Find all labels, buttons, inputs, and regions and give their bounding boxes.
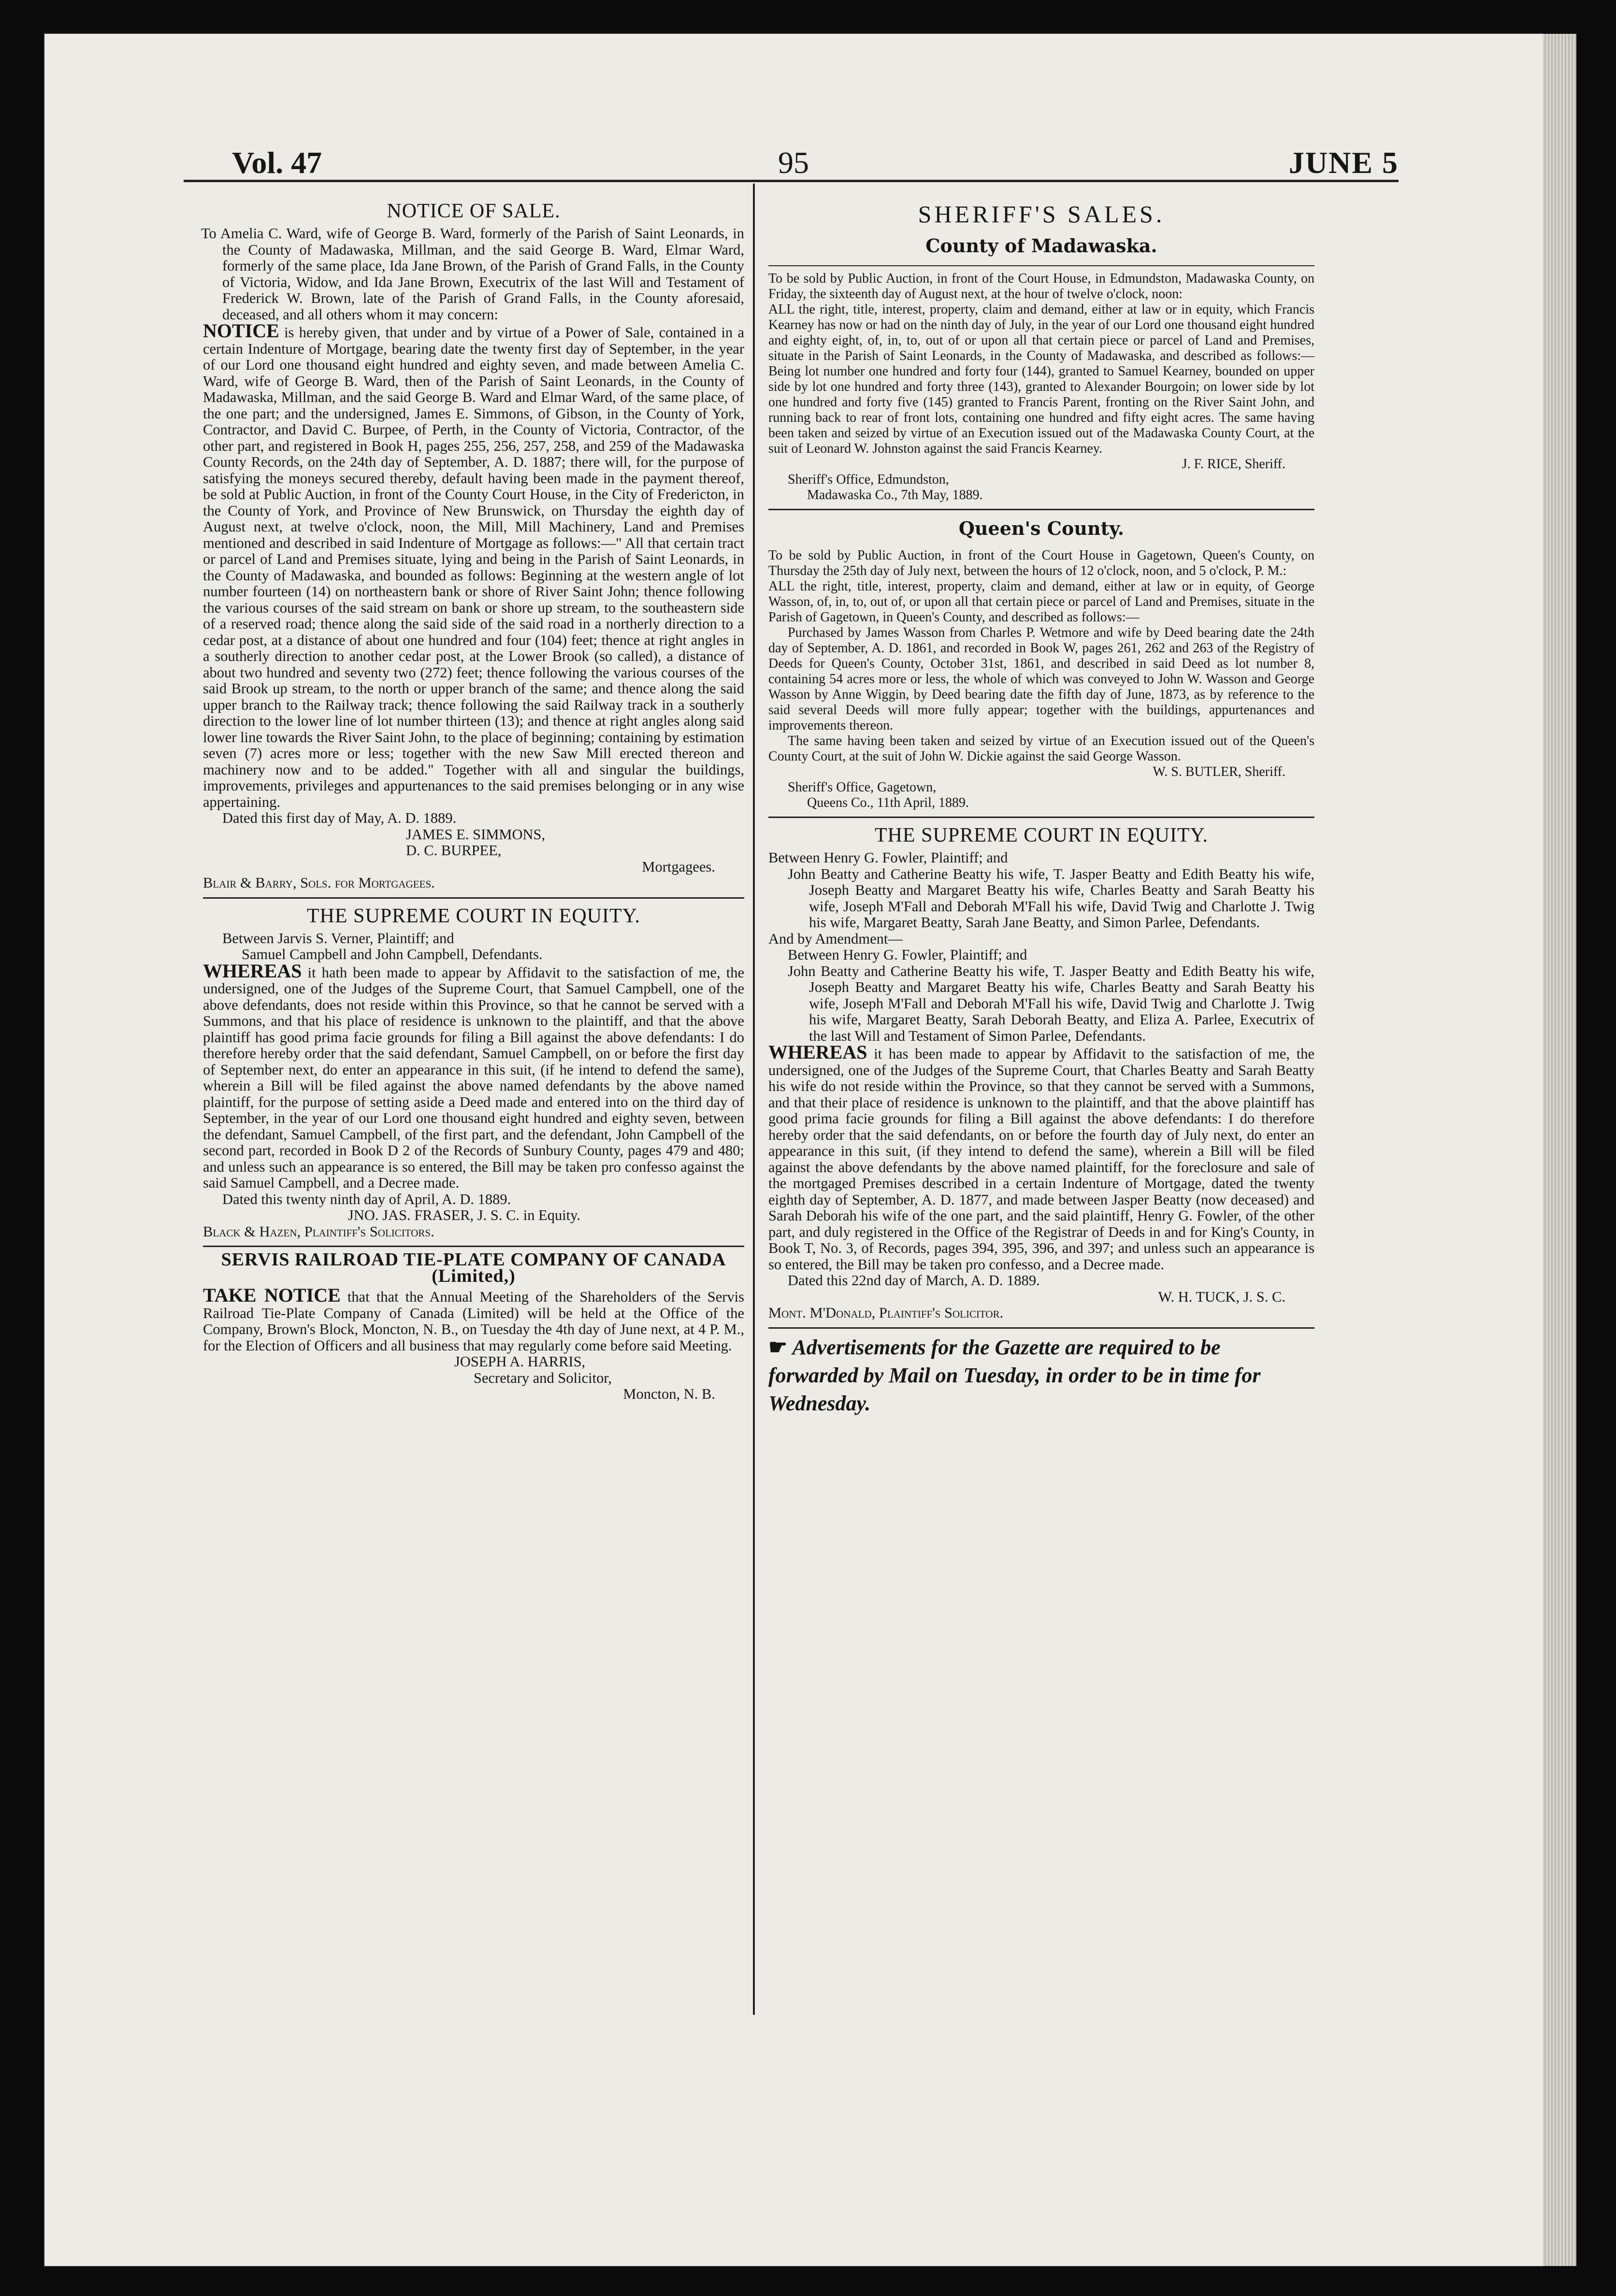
queens-office-date: Queens Co., 11th April, 1889. bbox=[807, 795, 969, 810]
equity-lead: WHEREAS bbox=[203, 960, 302, 982]
issue-date: JUNE 5 bbox=[1288, 145, 1399, 180]
equity-fowler-title: THE SUPREME COURT IN EQUITY. bbox=[874, 824, 1209, 847]
servis-body bbox=[203, 1284, 745, 1354]
queens-intro: To be sold by Public Auction, in front of the Court House in Gagetown, Queen's County, on Thursday the 25th day of July next, between the hours of 12 o'clock, noon, and 5 o'clock, P. M.: bbox=[768, 548, 1314, 578]
queens-office: Sheriff's Office, Gagetown, bbox=[788, 780, 937, 795]
equity-judge-signature: JNO. JAS. FRASER, J. S. C. in Equity. bbox=[348, 1207, 581, 1223]
section-divider bbox=[768, 817, 1314, 818]
notice-text: is hereby given, that under and by virtue of a Power of Sale, contained in a certain Indenture of Mortgage, bearing date the twenty first day of September, in the year of our Lord one thousand eight hundred and eighty seven, and made between Amelia C. Ward, wife of George B. Ward, then of the Parish of Saint Leonards, in the County of Madawaska, Millman, and the said George B. Ward and Elmar Ward, of the same place, of the one part; and the undersigned, James E. Simmons, of Gibson, in the County of York, Contractor, and David C. Burpee, of Perth, in the County of Victoria, Contractor, of the other part, and registered in Book H, pages 255, 256, 257, 258, and 259 of the Madawaska County Records, on the 24th day of September, A. D. 1887; there will, for the purpose of satisfying the moneys secured thereby, default having been made in the payment thereof, be sold at Public Auction, in front of the County Court House, in the City of Fredericton, in the County of York, and Province of New Brunswick, on Thursday the eighth day of August next, at twelve o'clock, noon, the Mill, Mill Machinery, Land and Premises mentioned and described in said Indenture of Mortgage as follows:—" All that certain tract or parcel of Land and Premises situate, lying and being in the Parish of Saint Leonards, in the County of Madawaska, and bounded as follows: Beginning at the western angle of lot number fourteen (14) on northeastern bank or shore of River Saint John; thence following the various courses of the said stream on bank or shore up stream, to the southeastern side of a reserved road; thence along the said side of the said road in a northerly direction to a cedar post, at a distance of about one hundred and four (104) feet; thence at right angles in a southerly direction to another cedar post, at the Lower Brook (so called), a distance of about two hundred and seventy two (272) feet; thence following the various courses of the said Brook up stream, to the north or upper branch of the same; and thence along the said upper branch to the Railway track; thence following the said Railway track in a southerly direction to the lower line of lot number thirteen (13); and thence at right angles along said lower line towards the River Saint John, to the place of beginning; containing by estimation seven (7) acres more or less; together with the new Saw Mill erected thereon and machinery now and to be added." Together with all and singular the buildings, improvements, privileges and appurtenances to the said premises belonging or in any wise appertaining. bbox=[203, 324, 744, 810]
fowler-dated: Dated this 22nd day of March, A. D. 1889. bbox=[788, 1272, 1040, 1289]
queens-body: ALL the right, title, interest, property, claim and demand, either at law or in equity, of George Wasson, of, in, to, out of, or upon all that certain piece or parcel of Land and Premises, situate in the Parish of Gagetown, in Queen's County, and described as follows:— bbox=[768, 579, 1314, 625]
sheriff-rice-signature: J. F. RICE, Sheriff. bbox=[1182, 457, 1285, 472]
madawaska-body: ALL the right, title, interest, property, claim and demand, either at law or in equity, which Francis Kearney has now or had on the ninth day of July, in the year of our Lord one thousand eight hundred and eighty eight, of, in, to, out of or upon all that certain piece or parcel of Land and Premises, situate in the Parish of Saint Leonards, in the County of Madawaska, and described as follows:— Being lot number one hundred and forty four (144), granted to Samuel Kearney, bounded on upper side by lot one hundred and forty three (143), granted to Alexander Bourgoin; on lower side by lot one hundred and forty five (145) granted to Francis Parent, fronting on the River Saint John, and running back to rear of front lots, containing one hundred and fifty eight acres. The same having been taken and seized by virtue of an Execution issued out of the Madawaska County Court, at the suit of Leonard W. Johnston against the said Francis Kearney. bbox=[768, 302, 1314, 456]
column-divider bbox=[753, 184, 755, 2015]
queens-body-3: The same having been taken and seized by virtue of an Execution issued out of the Queen's County Court, at the suit of John W. Dickie against the said George Wasson. bbox=[768, 733, 1314, 764]
advertisement-text: Advertisements for the Gazette are required to be forwarded by Mail on Tuesday, in order to be in time for Wednesday. bbox=[768, 1335, 1261, 1415]
servis-company-title: SERVIS RAILROAD TIE-PLATE COMPANY OF CANADA (Limited,) bbox=[221, 1249, 726, 1286]
solicitors-line: Blair & Barry, Sols. for Mortgagees. bbox=[203, 875, 435, 891]
fowler-between-2: Between Henry G. Fowler, Plaintiff; and bbox=[788, 947, 1027, 963]
notice-address: To Amelia C. Ward, wife of George B. Ward, formerly of the Parish of Saint Leonards, in the County of Madawaska, Millman, and the said George B. Ward, Elmar Ward, formerly of the same place, Ida Jane Brown, of the Parish of Grand Falls, in the County of Victoria, Widow, and Ida Jane Brown, Executrix of the last Will and Testament of Frederick W. Brown, late of the Parish of Grand Falls, in the County aforesaid, deceased, and all others whom it may concern: bbox=[201, 225, 744, 323]
section-divider bbox=[768, 1327, 1314, 1329]
section-divider bbox=[203, 1246, 744, 1247]
queens-county-heading: Queen's County. bbox=[958, 517, 1125, 539]
equity-dated: Dated this twenty ninth day of April, A. D. 1889. bbox=[222, 1191, 511, 1207]
thin-rule bbox=[768, 265, 1314, 266]
judge-tuck-signature: W. H. TUCK, J. S. C. bbox=[1158, 1288, 1285, 1305]
notice-lead: NOTICE bbox=[203, 320, 279, 342]
volume-label: Vol. 47 bbox=[232, 145, 322, 180]
notice-of-sale-title: NOTICE OF SALE. bbox=[387, 200, 561, 222]
equity-title: THE SUPREME COURT IN EQUITY. bbox=[306, 904, 641, 927]
signature-simmons: JAMES E. SIMMONS, bbox=[406, 826, 546, 843]
header-rule bbox=[184, 180, 1399, 182]
page-edge bbox=[1543, 34, 1576, 2266]
fowler-solicitor: Mont. M'Donald, Plaintiff's Solicitor. bbox=[768, 1305, 1004, 1321]
sheriffs-sales-title: SHERIFF'S SALES. bbox=[918, 201, 1165, 228]
notice-body bbox=[203, 320, 744, 810]
fowler-amendment: And by Amendment— bbox=[768, 930, 903, 947]
page-number: 95 bbox=[778, 145, 809, 180]
equity-defendants: Samuel Campbell and John Campbell, Defendants. bbox=[242, 946, 543, 962]
madawaska-office: Sheriff's Office, Edmundston, bbox=[788, 472, 949, 487]
servis-signature-place: Moncton, N. B. bbox=[623, 1386, 715, 1402]
fowler-body bbox=[768, 1041, 1314, 1273]
equity-body bbox=[203, 960, 744, 1191]
notice-dated: Dated this first day of May, A. D. 1889. bbox=[222, 810, 457, 826]
right-column bbox=[768, 196, 1314, 1418]
advertisement-notice bbox=[768, 1334, 1314, 1418]
fowler-lead: WHEREAS bbox=[768, 1041, 867, 1063]
signature-role: Mortgagees. bbox=[642, 858, 715, 875]
servis-lead: TAKE NOTICE bbox=[203, 1284, 341, 1306]
madawaska-intro: To be sold by Public Auction, in front of the Court House, in Edmundston, Madawaska County, on Friday, the sixteenth day of August next, at the hour of twelve o'clock, noon: bbox=[768, 271, 1314, 301]
equity-solicitors: Black & Hazen, Plaintiff's Solicitors. bbox=[203, 1223, 434, 1240]
section-divider bbox=[768, 509, 1314, 510]
pointing-hand-icon: ☛ bbox=[768, 1335, 788, 1359]
madawaska-office-date: Madawaska Co., 7th May, 1889. bbox=[807, 488, 983, 502]
queens-body-2: Purchased by James Wasson from Charles P. Wetmore and wife by Deed bearing date the 24th day of September, A. D. 1861, and recorded in Book W, pages 261, 262 and 263 of the Registry of Deeds for Queen's County, October 31st, 1861, and described in said Deed as lot number 8, containing 54 acres more or less, the whole of which was conveyed to John W. Wasson and George Wasson by Anne Wiggin, by Deed bearing date the fifth day of June, 1873, as by reference to the said several Deeds will more fully appear; together with the buildings, appurtenances and improvements thereon. bbox=[768, 625, 1314, 733]
equity-between: Between Jarvis S. Verner, Plaintiff; and bbox=[222, 930, 454, 947]
fowler-text: it has been made to appear by Affidavit to the satisfaction of me, the undersigned, one of the Judges of the Supreme Court, that Charles Beatty and Sarah Beatty his wife do not reside within the Province, so that they cannot be served with a Summons, and that their place of residence is unknown to the plaintiff, and that the above plaintiff has good prima facie grounds for filing a Bill against the above defendants: I do therefore hereby order that the said defendants, on or before the fourth day of July next, do enter an appearance in this suit, (if they intend to defend the same), wherein a Bill will be filed against the above defendants by the above named plaintiff, for the foreclosure and sale of the mortgaged Premises described in a certain Indenture of Mortgage, dated the twenty eighth day of September, A. D. 1877, and made between Jasper Beatty (now deceased) and Sarah Deborah his wife of the one part, and the said plaintiff, Henry G. Fowler, of the other part, and duly registered in the Office of the Registrar of Deeds in and for King's County, in Book T, No. 3, of Records, pages 394, 395, 396, and 397; and unless such an appearance is so entered, the Bill may be taken pro confesso, and a Decree made. bbox=[768, 1046, 1314, 1273]
servis-signature-name: JOSEPH A. HARRIS, bbox=[454, 1353, 586, 1370]
fowler-parties: John Beatty and Catherine Beatty his wife, T. Jasper Beatty and Edith Beatty his wife, Joseph Beatty and Margaret Beatty his wife, Charles Beatty and Sarah Beatty his wife, Joseph M'Fall and Deborah M'Fall his wife, David Twig and Charlotte J. Twig his wife, Margaret Beatty, Sarah Jane Beatty, and Simon Parlee, Defendants. bbox=[788, 865, 1314, 931]
sheriff-butler-signature: W. S. BUTLER, Sheriff. bbox=[1153, 764, 1285, 779]
equity-text: it hath been made to appear by Affidavit to the satisfaction of me, the undersigned, one of the Judges of the Supreme Court, that Samuel Campbell, one of the above defendants, does not reside within this Province, so that he cannot be served with a Summons, and that his place of residence is unknown to the plaintiff, and that the above plaintiff has good prima facie grounds for filing a Bill against the above defendants: I do therefore hereby order that the said defendant, Samuel Campbell, on or before the first day of September next, do enter an appearance in this suit, (if he intend to defend the same), wherein a Bill will be filed against the above named defendants by the above named plaintiff, for the purpose of setting aside a Deed made and entered into on the third day of September, in the year of our Lord one thousand eight hundred and eighty seven, between the defendant, Samuel Campbell, of the first part, and the defendant, John Campbell of the second part, recorded in Book D 2 of the Records of Sunbury County, pages 479 and 480; and unless such an appearance is so entered, the Bill may be taken pro confesso against the said Samuel Campbell, and a Decree made. bbox=[203, 964, 744, 1191]
servis-text: that that the Annual Meeting of the Shareholders of the Servis Railroad Tie-Plate Company of Canada (Limited) will be held at the Office of the Company, Brown's Block, Moncton, N. B., on Tuesday the 4th day of June next, at 4 P. M., for the Election of Officers and all business that may regularly come before said Meeting. bbox=[203, 1289, 745, 1354]
servis-signature-title: Secretary and Solicitor, bbox=[474, 1369, 612, 1386]
left-column bbox=[203, 196, 744, 1403]
page-header bbox=[184, 92, 1399, 184]
fowler-between: Between Henry G. Fowler, Plaintiff; and bbox=[768, 849, 1008, 866]
signature-burpee: D. C. BURPEE, bbox=[406, 842, 502, 859]
county-madawaska-heading: County of Madawaska. bbox=[925, 235, 1157, 257]
fowler-parties-2: John Beatty and Catherine Beatty his wife, T. Jasper Beatty and Edith Beatty his wife, Joseph Beatty and Margaret Beatty his wife, Charles Beatty and Sarah Beatty his wife, Joseph M'Fall and Deborah M'Fall his wife, David Twig and Charlotte J. Twig his wife, Margaret Beatty, Sarah Deborah Beatty, and Eliza A. Parlee, Executrix of the last Will and Testament of Simon Parlee, Defendants. bbox=[788, 962, 1314, 1044]
section-divider bbox=[203, 897, 744, 899]
